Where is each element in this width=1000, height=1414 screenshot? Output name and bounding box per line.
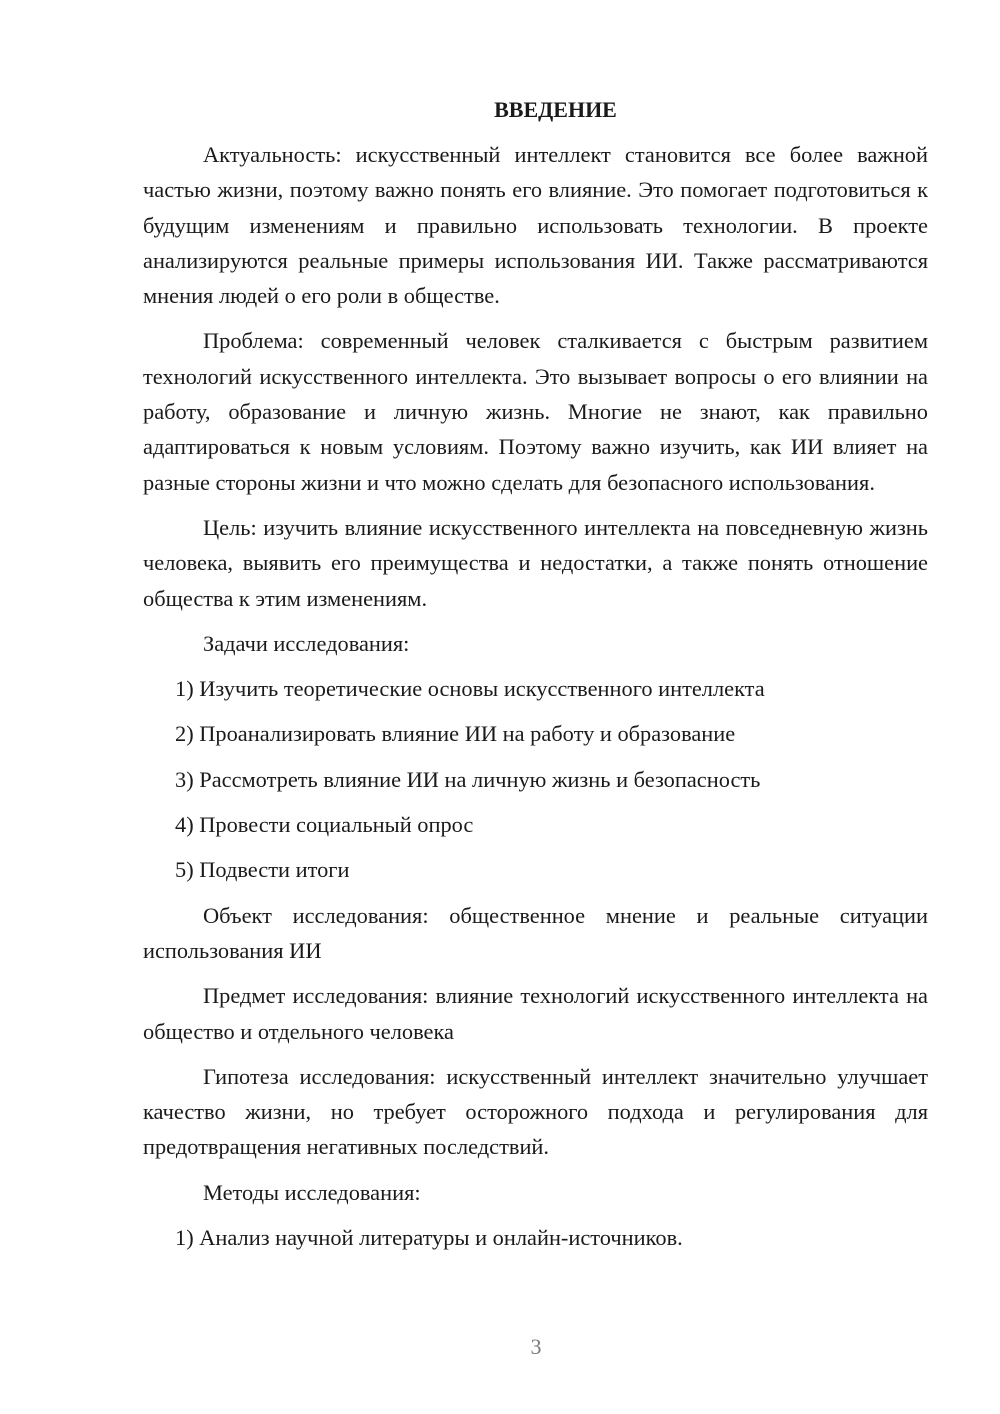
page-title: ВВЕДЕНИЕ (494, 97, 617, 122)
page-body (143, 92, 928, 1265)
methods-heading: Методы исследования: (203, 1179, 421, 1205)
hypothesis-paragraph: Гипотеза исследования: искусственный интеллект значительно улучшает качество жизни, но требует осторожного подхода и регулирования для предотвращения негативных последствий. (143, 1063, 928, 1160)
problem-paragraph: Проблема: современный человек сталкивается с быстрым развитием технологий искусственного интеллекта. Это вызывает вопросы о его влиянии на работу, образование и личную жизнь. Многие не знают, как правильно адаптироваться к новым условиям. Поэтому важно изучить, как ИИ влияет на разные стороны жизни и что можно сделать для безопасного использования. (143, 328, 928, 495)
tasks-list (143, 671, 928, 887)
list-item: 1) Изучить теоретические основы искусственного интеллекта (175, 676, 765, 702)
object-paragraph: Объект исследования: общественное мнение и реальные ситуации использования ИИ (143, 902, 928, 963)
list-item: 1) Анализ научной литературы и онлайн-источников. (175, 1225, 683, 1251)
methods-list (143, 1220, 928, 1255)
tasks-heading: Задачи исследования: (203, 630, 410, 656)
page-number: 3 (530, 1334, 542, 1359)
list-item: 4) Провести социальный опрос (175, 812, 474, 838)
goal-paragraph: Цель: изучить влияние искусственного интеллекта на повседневную жизнь человека, выявить его преимущества и недостатки, а также понять отношение общества к этим изменениям. (143, 514, 928, 611)
list-item: 2) Проанализировать влияние ИИ на работу и образование (175, 721, 736, 747)
list-item: 5) Подвести итоги (175, 857, 350, 883)
list-item: 3) Рассмотреть влияние ИИ на личную жизнь и безопасность (175, 766, 761, 792)
relevance-paragraph: Актуальность: искусственный интеллект становится все более важной частью жизни, поэтому важно понять его влияние. Это помогает подготовиться к будущим изменениям и правильно использовать технологии. В проекте анализируются реальные примеры использования ИИ. Также рассматриваются мнения людей о его роли в обществе. (143, 142, 928, 309)
subject-paragraph: Предмет исследования: влияние технологий искусственного интеллекта на общество и отдельного человека (143, 983, 928, 1044)
